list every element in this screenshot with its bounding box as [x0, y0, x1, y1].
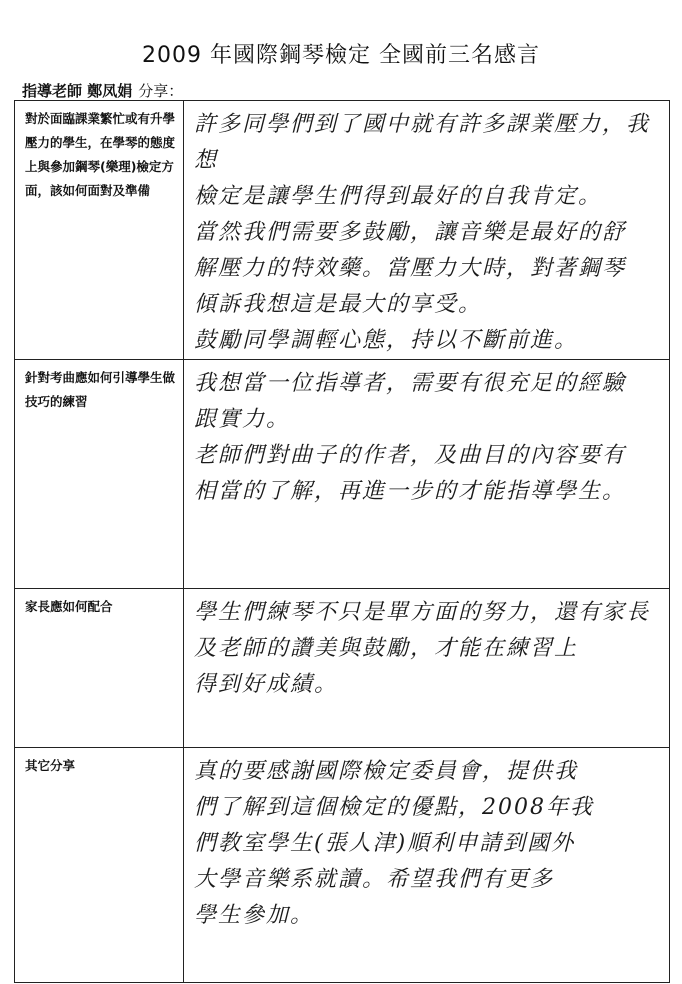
- share-label: 分享：: [138, 82, 184, 100]
- handwritten-answer: [194, 595, 657, 703]
- answer-line: 相當的了解，再進一步的才能指導學生。: [194, 479, 627, 504]
- answer-line: 大學音樂系就讀。希望我們有更多: [194, 867, 555, 892]
- answer-line: 及老師的讚美與鼓勵，才能在練習上: [194, 636, 579, 661]
- answer-line: 傾訴我想這是最大的享受。: [194, 292, 483, 317]
- answer-line: 學生參加。: [194, 903, 315, 928]
- answer-line: 跟實力。: [194, 407, 291, 432]
- answer-line: 們了解到這個檢定的優點，2008年我: [194, 795, 594, 820]
- answer-cell: [184, 101, 670, 360]
- question-cell: 對於面臨課業繁忙或有升學壓力的學生，在學琴的態度上與參加鋼琴(樂理)檢定方面，該如何面對及準備: [15, 101, 184, 360]
- answer-line: 得到好成績。: [194, 672, 339, 697]
- answer-line: 真的要感謝國際檢定委員會，提供我: [194, 759, 579, 784]
- handwritten-answer: [194, 366, 657, 510]
- table-row: [15, 589, 670, 748]
- answer-line: 許多同學們到了國中就有許多課業壓力，我想: [194, 112, 651, 173]
- question-cell: 家長應如何配合: [15, 589, 184, 748]
- question-cell: 針對考曲應如何引導學生做技巧的練習: [15, 360, 184, 589]
- answer-line: 鼓勵同學調輕心態，持以不斷前進。: [194, 328, 579, 353]
- answer-line: 們教室學生(張人津)順利申請到國外: [194, 831, 576, 856]
- page-title: 2009 年國際鋼琴檢定 全國前三名感言: [142, 43, 540, 68]
- table-row: [15, 101, 670, 360]
- answer-cell: [184, 748, 670, 983]
- answer-line: 檢定是讓學生們得到最好的自我肯定。: [194, 184, 603, 209]
- answer-cell: [184, 589, 670, 748]
- table-row: [15, 748, 670, 983]
- answer-line: 學生們練琴不只是單方面的努力，還有家長: [194, 600, 651, 625]
- teacher-line: [22, 80, 183, 101]
- question-cell: 其它分享: [15, 748, 184, 983]
- answer-line: 我想當一位指導者，需要有很充足的經驗: [194, 371, 627, 396]
- handwritten-answer: [194, 107, 657, 359]
- answer-line: 老師們對曲子的作者，及曲目的內容要有: [194, 443, 627, 468]
- answer-line: 解壓力的特效藥。當壓力大時，對著鋼琴: [194, 256, 627, 281]
- survey-table: [14, 100, 670, 983]
- answer-line: 當然我們需要多鼓勵，讓音樂是最好的舒: [194, 220, 627, 245]
- teacher-name: 指導老師 鄭凤娟: [22, 82, 133, 100]
- answer-cell: [184, 360, 670, 589]
- handwritten-answer: [194, 754, 657, 934]
- table-row: [15, 360, 670, 589]
